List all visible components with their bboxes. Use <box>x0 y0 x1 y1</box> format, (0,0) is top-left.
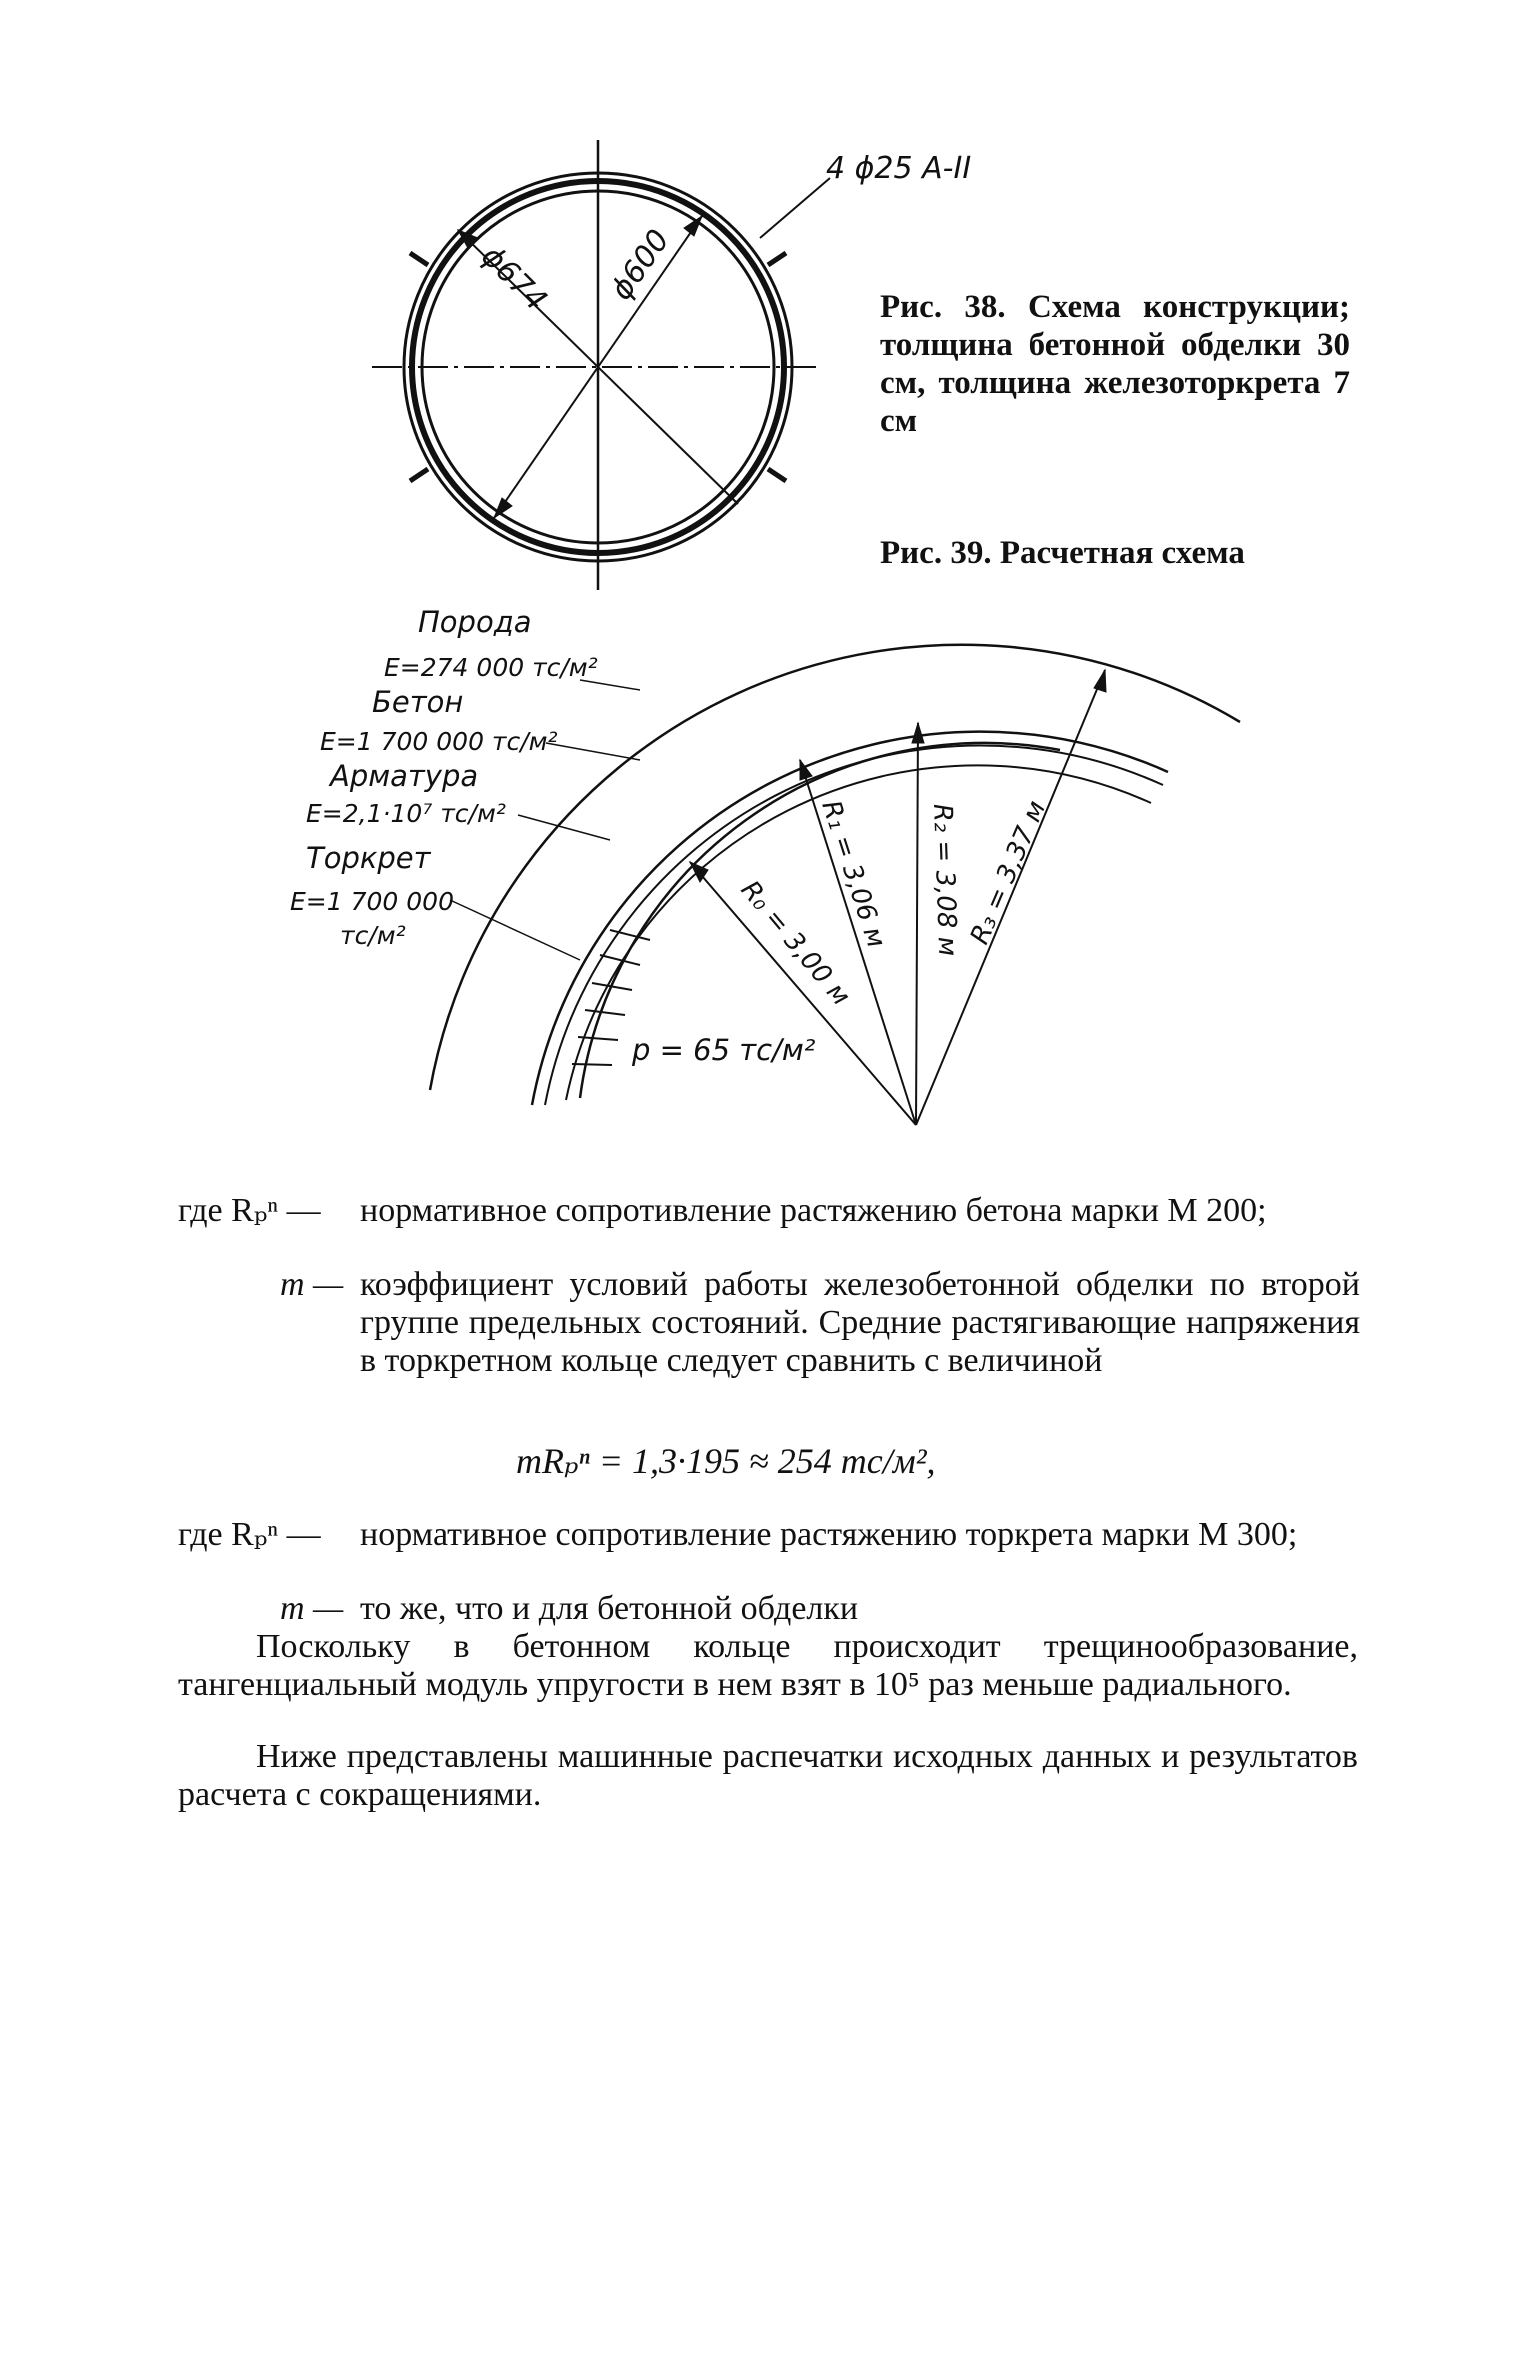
formula: mRₚⁿ = 1,3·195 ≈ 254 тс/м², <box>516 1441 936 1481</box>
layer-concrete-name: Бетон <box>372 685 464 719</box>
layer-rock-modulus: E=274 000 тс/м² <box>384 653 598 682</box>
def4-term: m — <box>280 1590 344 1627</box>
paragraph-2: Ниже представлены машинные распечатки исходных данных и результатов расчета с сокращениями. <box>178 1738 1358 1813</box>
radius-r2-label: R₂ = 3,08 м <box>927 803 963 957</box>
figure-39-calc-scheme <box>0 580 1536 1140</box>
radius-r0-label: R₀ = 3,00 м <box>734 875 856 1012</box>
layer-shotcrete-modulus-1: E=1 700 000 <box>290 887 454 916</box>
layer-rebar-name: Арматура <box>330 759 479 793</box>
layer-rebar-modulus: E=2,1·10⁷ тс/м² <box>306 799 506 828</box>
def2-body: коэффициент условий работы железобетонной обделки по второй группе предельных состояний. Средние растягивающие напряжения в торкретном кольце следует сравнить с величиной <box>360 1266 1360 1379</box>
def4-body: то же, что и для бетонной обделки <box>360 1590 859 1627</box>
layer-concrete-modulus: E=1 700 000 тс/м² <box>320 727 558 756</box>
fig38-dim-inner: ϕ600 <box>603 223 677 307</box>
def3-body: нормативное сопротивление растяжению торкрета марки М 300; <box>360 1516 1298 1553</box>
fig39-caption: Рис. 39. Расчетная схема <box>880 535 1245 571</box>
fig38-dim-outer: ϕ674 <box>474 238 554 319</box>
fig38-caption: Рис. 38. Схема конструкции; толщина бетонной обделки 30 см, толщина железоторкрета 7 см <box>880 289 1350 439</box>
fig38-rebar-label: 4 ϕ25 A-II <box>826 151 972 186</box>
def1-term: где Rₚⁿ — <box>178 1192 321 1229</box>
def3-term: где Rₚⁿ — <box>178 1516 321 1553</box>
layer-rock-name: Порода <box>418 605 532 639</box>
def1-body: нормативное сопротивление растяжению бетона марки М 200; <box>360 1192 1267 1229</box>
definition-1 <box>178 1192 1358 1272</box>
definition-4 <box>178 1590 1358 1630</box>
paragraph-1: Поскольку в бетонном кольце происходит трещинообразование, тангенциальный модуль упругости в нем взят в 10⁵ раз меньше радиального. <box>178 1628 1358 1703</box>
radius-r3-label: R₃ = 3,37 м <box>964 796 1053 949</box>
layer-shotcrete-name: Торкрет <box>306 841 431 875</box>
load-label: p = 65 тс/м² <box>632 1033 816 1067</box>
radius-r1-label: R₁ = 3,06 м <box>815 796 892 952</box>
def2-term: m — <box>280 1266 344 1303</box>
definition-3 <box>178 1516 1358 1596</box>
layer-shotcrete-modulus-2: тс/м² <box>340 921 406 950</box>
definition-2 <box>178 1266 1358 1426</box>
